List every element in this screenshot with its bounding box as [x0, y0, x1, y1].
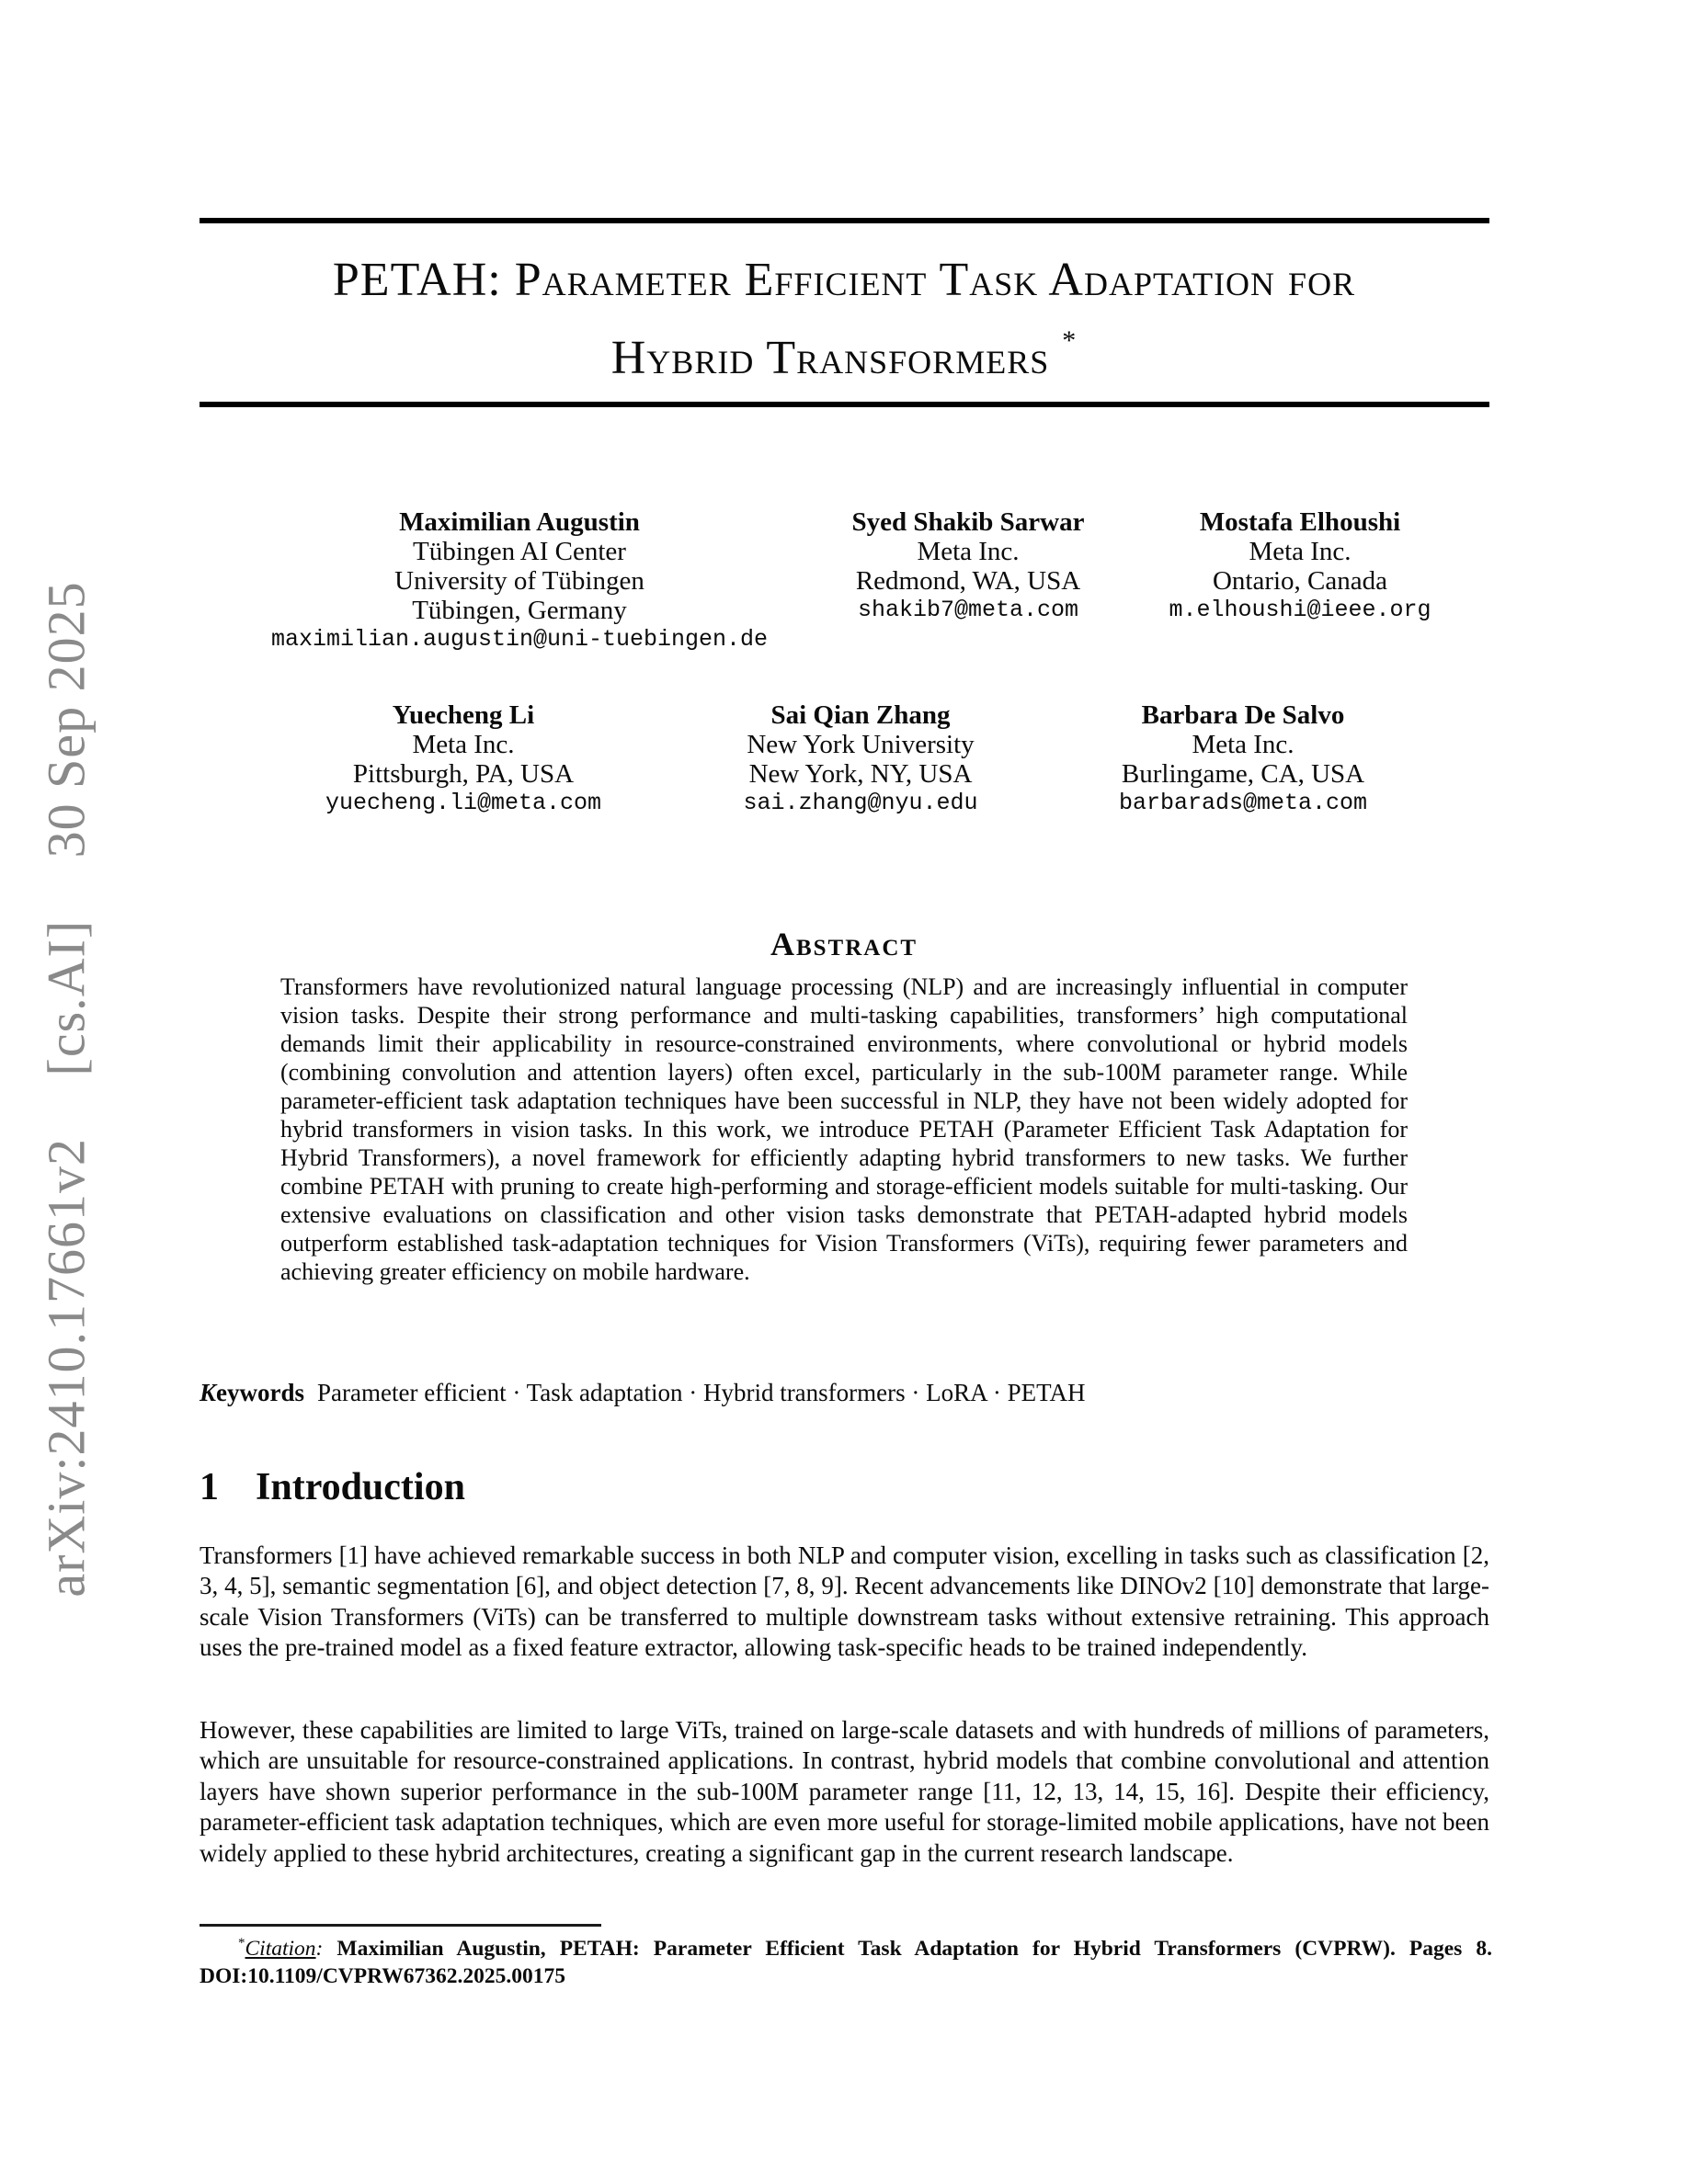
footnote-rule: [200, 1924, 601, 1927]
paper-title: [0, 250, 1688, 389]
footnote-marker: *: [238, 1936, 245, 1951]
author-block: [1006, 507, 1594, 625]
section-number: 1: [200, 1466, 219, 1508]
author-email: sai.zhang@nyu.edu: [743, 790, 978, 816]
author-affiliation: Tübingen AI Center: [413, 537, 626, 566]
section-title: Introduction: [256, 1466, 465, 1508]
intro-paragraph-2: However, these capabilities are limited to large ViTs, trained on large-scale datasets and with hundreds of millions of parameters, which are unsuitable for resource-constrained applications. In contrast, hybrid models that combine convolutional and attention layers have shown superior performance in the sub-100M parameter range [11, 12, 13, 14, 15, 16]. Despite their efficiency, parameter-efficient task adaptation techniques, which are even more useful for storage-limited mobile applications, have not been widely applied to these hybrid architectures, creating a significant gap in the current research landscape.: [200, 1716, 1489, 1867]
keywords-label: Keywords: [200, 1379, 305, 1406]
author-email: yuecheng.li@meta.com: [325, 790, 602, 816]
author-email: m.elhoushi@ieee.org: [1169, 597, 1431, 623]
section-heading: [200, 1465, 1489, 1509]
author-name: Mostafa Elhoushi: [1199, 507, 1401, 537]
author-affiliation: New York University: [747, 730, 975, 759]
paper-title-line1: PETAH: Parameter Efficient Task Adaptation for: [332, 254, 1356, 306]
arxiv-date: 30 Sep 2025: [36, 581, 97, 859]
author-affiliation: Ontario, Canada: [1212, 566, 1388, 596]
title-footnote-marker: *: [1062, 325, 1078, 356]
author-name: Barbara De Salvo: [1141, 700, 1345, 730]
author-affiliation: University of Tübingen: [394, 566, 644, 596]
author-email: maximilian.augustin@uni-tuebingen.de: [270, 626, 769, 653]
author-affiliation: Redmond, WA, USA: [855, 566, 1081, 596]
paper-title-line2: Hybrid Transformers: [610, 332, 1050, 384]
title-rule-bottom: [200, 402, 1489, 407]
author-affiliation: Meta Inc.: [412, 730, 515, 759]
author-affiliation: Pittsburgh, PA, USA: [352, 759, 575, 789]
author-affiliation: Meta Inc.: [1249, 537, 1352, 566]
author-name: Syed Shakib Sarwar: [851, 507, 1085, 537]
abstract-heading: Abstract: [770, 926, 918, 962]
author-affiliation: Meta Inc.: [1192, 730, 1295, 759]
author-email: shakib7@meta.com: [857, 597, 1079, 623]
abstract-text: Transformers have revolutionized natural language processing (NLP) and are increasingly influential in computer vision tasks. Despite their strong performance and multi-tasking capabilities, transformers’ high computational demands limit their applicability in resource-constrained environments, where convolutional or hybrid models (combining convolution and attention layers) often excel, particularly in the sub-100M parameter range. While parameter-efficient task adaptation techniques have been successful in NLP, they have not been widely adopted for hybrid transformers in vision tasks. In this work, we introduce PETAH (Parameter Efficient Task Adaptation for Hybrid Transformers), a novel framework for efficiently adapting hybrid transformers to new tasks. We further combine PETAH with pruning to create high-performing and storage-efficient models suitable for multi-tasking. Our extensive evaluations on classification and other vision tasks demonstrate that PETAH-adapted hybrid models outperform established task-adaptation techniques for Vision Transformers (ViTs), requiring fewer parameters and achieving greater efficiency on mobile hardware.: [280, 973, 1408, 1285]
keywords-line: [200, 1378, 1489, 1408]
author-affiliation: Tübingen, Germany: [412, 596, 627, 625]
author-affiliation: Burlingame, CA, USA: [1121, 759, 1365, 789]
arxiv-stamp: [36, 581, 97, 1597]
keywords-items: Parameter efficient · Task adaptation · Hybrid transformers · LoRA · PETAH: [317, 1379, 1086, 1406]
citation-footnote: [200, 1930, 1492, 1990]
footnote-label: Citation: [245, 1937, 316, 1961]
author-name: Yuecheng Li: [392, 700, 535, 730]
author-name: Sai Qian Zhang: [770, 700, 951, 730]
footnote-text: Maximilian Augustin, PETAH: Parameter Efficient Task Adaptation for Hybrid Transformers (CVPRW). Pages 8. DOI:10.1109/CVPRW67362.2025.00175: [200, 1937, 1492, 1988]
author-affiliation: Meta Inc.: [917, 537, 1020, 566]
author-name: Maximilian Augustin: [399, 507, 640, 537]
arxiv-category: [cs.AI]: [36, 919, 97, 1076]
author-email: barbarads@meta.com: [1118, 790, 1368, 816]
author-affiliation: New York, NY, USA: [748, 759, 973, 789]
footnote-separator: :: [315, 1937, 337, 1961]
intro-paragraph-1: Transformers [1] have achieved remarkable success in both NLP and computer vision, excelling in tasks such as classification [2, 3, 4, 5], semantic segmentation [6], and object detection [7, 8, 9]. Recent advancements like DINOv2 [10] demonstrate that large-scale Vision Transformers (ViTs) can be transferred to multiple downstream tasks without extensive retraining. This approach uses the pre-trained model as a fixed feature extractor, allowing task-specific heads to be trained independently.: [200, 1541, 1489, 1662]
title-rule-top: [200, 218, 1489, 223]
arxiv-id: arXiv:2410.17661v2: [36, 1137, 97, 1598]
author-block: [949, 700, 1537, 818]
